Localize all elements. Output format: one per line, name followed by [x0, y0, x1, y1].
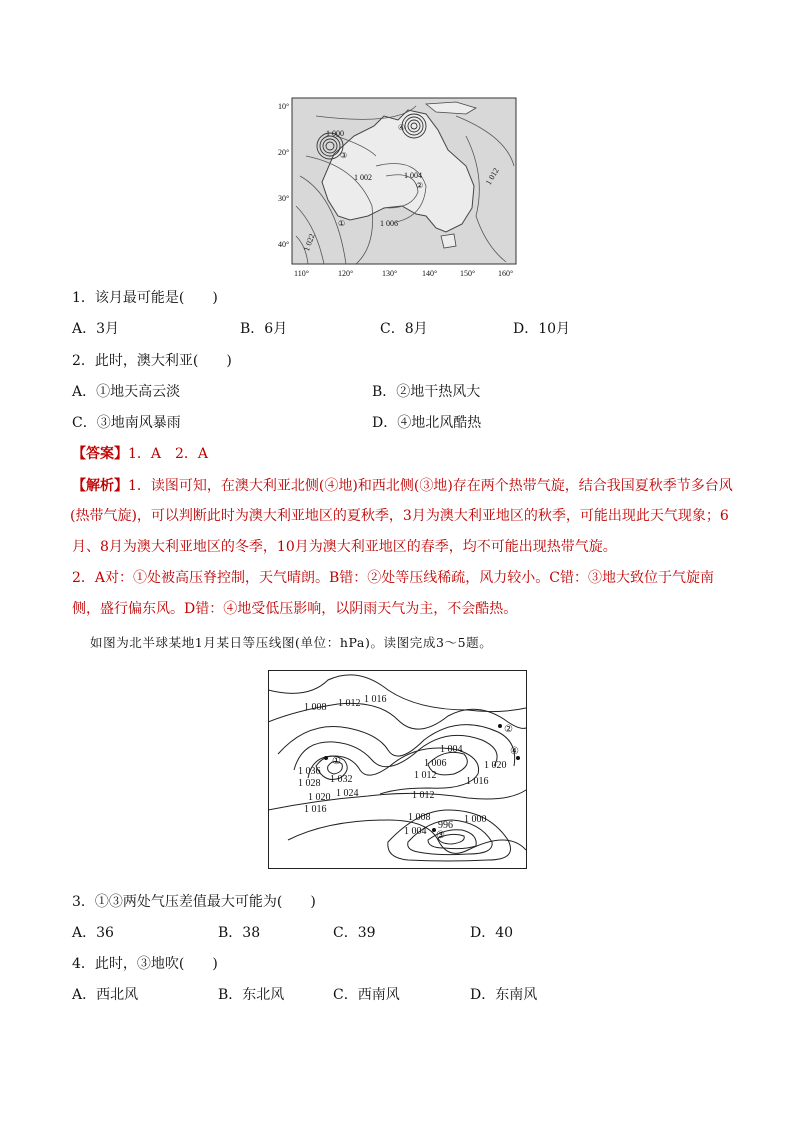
q2-option-b[interactable]: B．②地干热风大 — [372, 384, 481, 400]
map2-label-1008a: 1 008 — [304, 702, 327, 713]
q2-option-c[interactable]: C．③地南风暴雨 — [72, 415, 181, 431]
answer-tag: 【答案】 — [72, 446, 128, 462]
analysis-p2-line1: 2．A对：①处被高压脊控制，天气晴朗。B错：②处等压线稀疏，风力较小。C错：③地大致位于气旋南 — [72, 570, 715, 586]
q1-option-b[interactable]: B．6月 — [240, 321, 288, 337]
map2-label-1006: 1 006 — [424, 758, 447, 769]
map1-isobar-1002: 1 002 — [354, 173, 372, 182]
q3-option-b[interactable]: B．38 — [218, 925, 261, 941]
north-hemisphere-isobar-map — [268, 670, 528, 872]
tasmania — [441, 234, 456, 248]
map2-label-1036: 1 036 — [298, 766, 321, 777]
q4-stem: 4．此时，③地吹( ) — [72, 956, 218, 972]
map2-label-1004b: 1 004 — [404, 826, 427, 837]
map1-lon-150: 150° — [460, 269, 476, 278]
map1-point-2: ② — [416, 181, 424, 190]
map2-point-4: ④ — [510, 746, 519, 757]
q1-option-d[interactable]: D．10月 — [513, 321, 571, 337]
analysis-p1-e: )存在两个热带气旋，结合我国夏秋季节多台风 — [447, 478, 733, 494]
map1-lon-120: 120° — [338, 269, 354, 278]
map2-label-1020b: 1 020 — [484, 760, 507, 771]
map1-point-1: ① — [338, 219, 346, 228]
map1-lon-140: 140° — [422, 269, 438, 278]
q1-stem: 1．该月最可能是( ) — [72, 290, 218, 306]
analysis-p1-d: ③地 — [419, 478, 448, 494]
q2-option-a[interactable]: A．①地天高云淡 — [72, 384, 181, 400]
map1-isobar-1012: 1 012 — [483, 166, 501, 187]
map2-label-1012a: 1 012 — [338, 698, 361, 709]
analysis-p1-line2: (热带气旋)，可以判断此时为澳大利亚地区的夏秋季，3月为澳大利亚地区的秋季，可能出现此天气现象；6 — [70, 508, 729, 524]
q2-stem: 2．此时，澳大利亚( ) — [72, 353, 232, 369]
map2-point-2: ② — [504, 724, 513, 735]
q4-option-b[interactable]: B．东北风 — [218, 987, 285, 1003]
q3-option-d[interactable]: D．40 — [470, 925, 514, 941]
answer-text: 1．A 2．A — [128, 446, 209, 462]
australia-isobar-map — [276, 96, 526, 282]
map2-label-1016c: 1 016 — [466, 776, 489, 787]
map2-dot-1 — [324, 756, 328, 760]
map2-label-1016a: 1 016 — [364, 694, 387, 705]
answer-line — [72, 444, 208, 464]
map2-point-1: ① — [332, 756, 341, 767]
map2-label-1032: 1 032 — [330, 774, 353, 785]
q1-option-a[interactable]: A．3月 — [72, 321, 120, 337]
map1-point-3: ③ — [340, 151, 348, 160]
map1-lat-30: 30° — [278, 194, 290, 203]
analysis-p1-c: )和西北侧( — [352, 478, 420, 494]
q4-option-c[interactable]: C．西南风 — [333, 987, 400, 1003]
analysis-p1-b: ④地 — [324, 478, 353, 494]
map1-lon-130: 130° — [382, 269, 398, 278]
analysis-tag: 【解析】 — [72, 478, 128, 494]
map2-label-1004a: 1 004 — [440, 744, 463, 755]
map1-lon-110: 110° — [294, 269, 309, 278]
map2-label-1000: 1 000 — [464, 814, 487, 825]
q3-option-a[interactable]: A．36 — [72, 925, 114, 941]
q2-option-d[interactable]: D．④地北风酷热 — [372, 415, 482, 431]
q4-option-d[interactable]: D．东南风 — [470, 987, 538, 1003]
map1-lat-10: 10° — [278, 102, 290, 111]
map2-point-3: ③ — [436, 830, 445, 841]
map2-dot-2 — [498, 724, 502, 728]
q3-option-c[interactable]: C．39 — [333, 925, 376, 941]
q1-option-c[interactable]: C．8月 — [380, 321, 428, 337]
map2-label-1016b: 1 016 — [304, 804, 327, 815]
map1-point-4: ④ — [398, 123, 406, 132]
map2-label-1024: 1 024 — [336, 788, 359, 799]
map2-label-1008b: 1 008 — [408, 812, 431, 823]
map1-lon-160: 160° — [498, 269, 514, 278]
map1-isobar-1004: 1 004 — [404, 171, 422, 180]
map2-label-1012b: 1 012 — [414, 770, 437, 781]
analysis-p1-a: 1．读图可知，在澳大利亚北侧( — [128, 478, 325, 494]
analysis-p1-line3: 月、8月为澳大利亚地区的冬季，10月为澳大利亚地区的春季，均不可能出现热带气旋。 — [72, 539, 617, 555]
analysis-p2-line2: 侧，盛行偏东风。D错：④地受低压影响，以阴雨天气为主，不会酷热。 — [72, 601, 518, 617]
map1-lat-20: 20° — [278, 148, 290, 157]
map2-label-1012c: 1 012 — [412, 790, 435, 801]
map1-isobar-1022: 1 022 — [302, 232, 317, 253]
map1-isobar-1006: 1 006 — [380, 219, 398, 228]
intro-q3-5: 如图为北半球某地1月某日等压线图(单位：hPa)。读图完成3～5题。 — [90, 635, 493, 650]
map2-label-1028: 1 028 — [298, 778, 321, 789]
map2-label-1020a: 1 020 — [308, 792, 331, 803]
map1-isobar-1000: 1 000 — [326, 129, 344, 138]
map2-label-996: 996 — [438, 820, 453, 831]
analysis-p1-line1 — [72, 476, 733, 496]
q3-stem: 3．①③两处气压差值最大可能为( ) — [72, 894, 316, 910]
map1-lat-40: 40° — [278, 240, 290, 249]
q4-option-a[interactable]: A．西北风 — [72, 987, 139, 1003]
